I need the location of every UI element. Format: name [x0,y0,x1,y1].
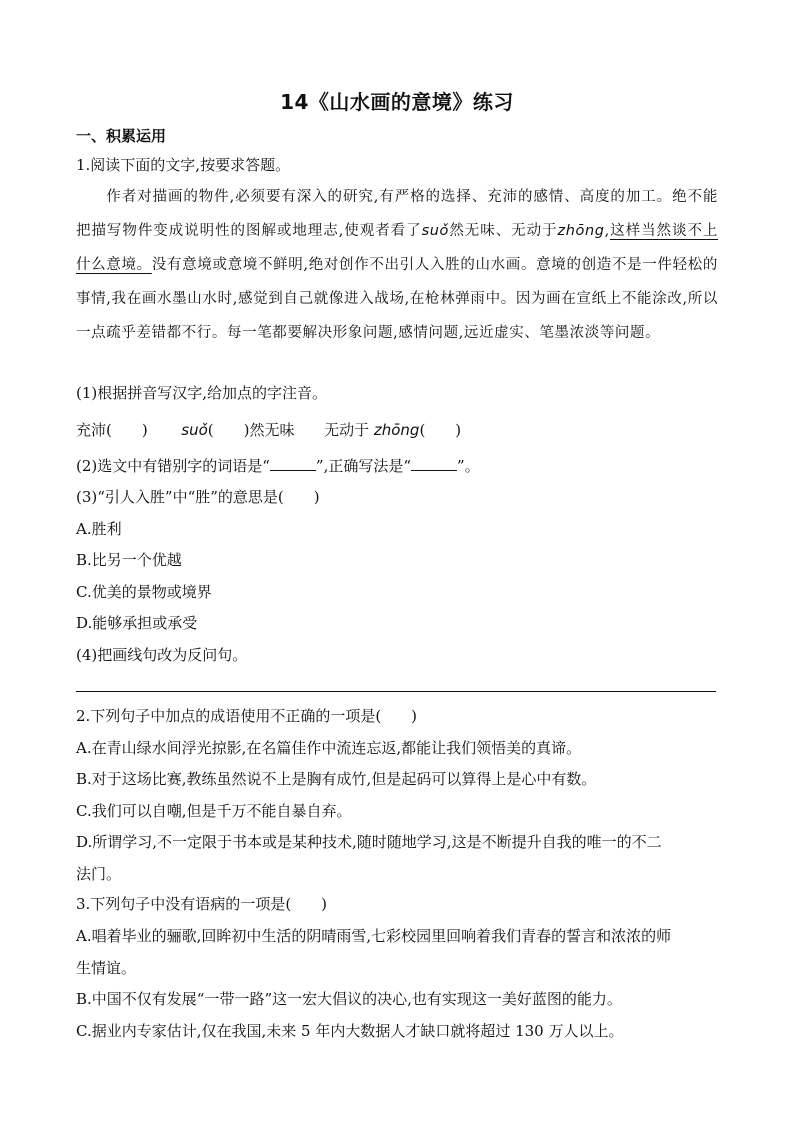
fill-wudongyu-label: 无动于 [324,421,370,439]
sub-question-3: (3)“引人入胜”中“胜”的意思是( ) [76,488,320,506]
option-a[interactable]: A.胜利 [76,520,122,538]
answer-blank-correct-word[interactable] [411,456,457,471]
sub-question-4: (4)把画线句改为反问句。 [76,646,248,664]
passage-text-3: , [604,223,610,239]
option-d[interactable]: D.能够承担或承受 [76,614,198,632]
page-title: 14《山水画的意境》练习 [280,90,514,114]
underlined-sentence: 这样当然谈不上什么意境。 [76,223,719,273]
q3-option-c[interactable]: C.据业内专家估计,仅在我国,未来 5 年内大数据人才缺口就将超过 130 万人以上。 [76,1022,624,1040]
question-3-stem: 3.下列句子中没有语病的一项是( ) [76,895,328,913]
fill-row [76,420,461,440]
sub-question-1: (1)根据拼音写汉字,给加点的字注音。 [76,384,328,402]
q2-option-d-continued: 法门。 [76,865,122,883]
fill-suoran[interactable]: ( )然无味 [207,421,295,439]
answer-blank-wrong-word[interactable] [270,456,316,471]
pinyin-zhong-label: zhōng [373,421,420,439]
question-1-stem: 1.阅读下面的文字,按要求答题。 [76,156,291,174]
q2-option-b[interactable]: B.对于这场比赛,教练虽然说不上是胸有成竹,但是起码可以算得上是心中有数。 [76,770,597,788]
sub2-text-c: ”。 [457,457,480,475]
passage-text-4: 没有意境或意境不鲜明,绝对创作不出引人入胜的山水画。意境的创造不是一件轻松的事情,我在画水墨山水时,感觉到自己就像进入战场,在枪林弹雨中。因为画在宣纸上不能涂改,所以一点疏乎差错都不行。每一笔都要解决形象问题,感情问题,远近虚实、笔墨浓淡等问题。 [76,257,719,341]
sub2-text-a: (2)选文中有错别字的词语是“ [76,457,270,475]
question-2-stem: 2.下列句子中加点的成语使用不正确的一项是( ) [76,707,418,725]
passage-text-2: 然无味、无动于 [448,223,558,239]
pinyin-suo-label: suǒ [181,421,208,439]
section-heading: 一、积累运用 [76,127,167,145]
q3-option-b[interactable]: B.中国不仅有发展“一带一路”这一宏大倡议的决心,也有实现这一美好蓝图的能力。 [76,990,622,1008]
q2-option-c[interactable]: C.我们可以自嘲,但是千万不能自暴自弃。 [76,802,352,820]
q2-option-a[interactable]: A.在青山绿水间浮光掠影,在名篇佳作中流连忘返,都能让我们领悟美的真谛。 [76,739,582,757]
reading-passage [76,180,718,350]
option-c[interactable]: C.优美的景物或境界 [76,583,212,601]
fill-zhong[interactable]: ( ) [419,421,462,439]
answer-line[interactable] [76,691,716,692]
passage-text-1: 作者对描画的物件,必须要有深入的研究,有严格的选择、充沛的感情、高度的加工。绝不能把描写物件变成说明性的图解或地理志,使观者看了 [76,189,718,239]
q2-option-d[interactable]: D.所谓学习,不一定限于书本或是某种技术,随时随地学习,这是不断提升自我的唯一的不二 [76,833,662,851]
q3-option-a-continued: 生情谊。 [76,959,137,977]
q3-option-a[interactable]: A.唱着毕业的骊歌,回眸初中生活的阴晴雨雪,七彩校园里回响着我们青春的誓言和浓浓的师 [76,927,672,945]
option-b[interactable]: B.比另一个优越 [76,551,182,569]
pinyin-suo: suǒ [421,223,449,239]
pinyin-zhong: zhōng [557,223,605,239]
fill-chongpei[interactable]: 充沛( ) [76,421,148,439]
sub2-text-b: ”,正确写法是“ [315,457,412,475]
sub-question-2 [76,456,480,476]
